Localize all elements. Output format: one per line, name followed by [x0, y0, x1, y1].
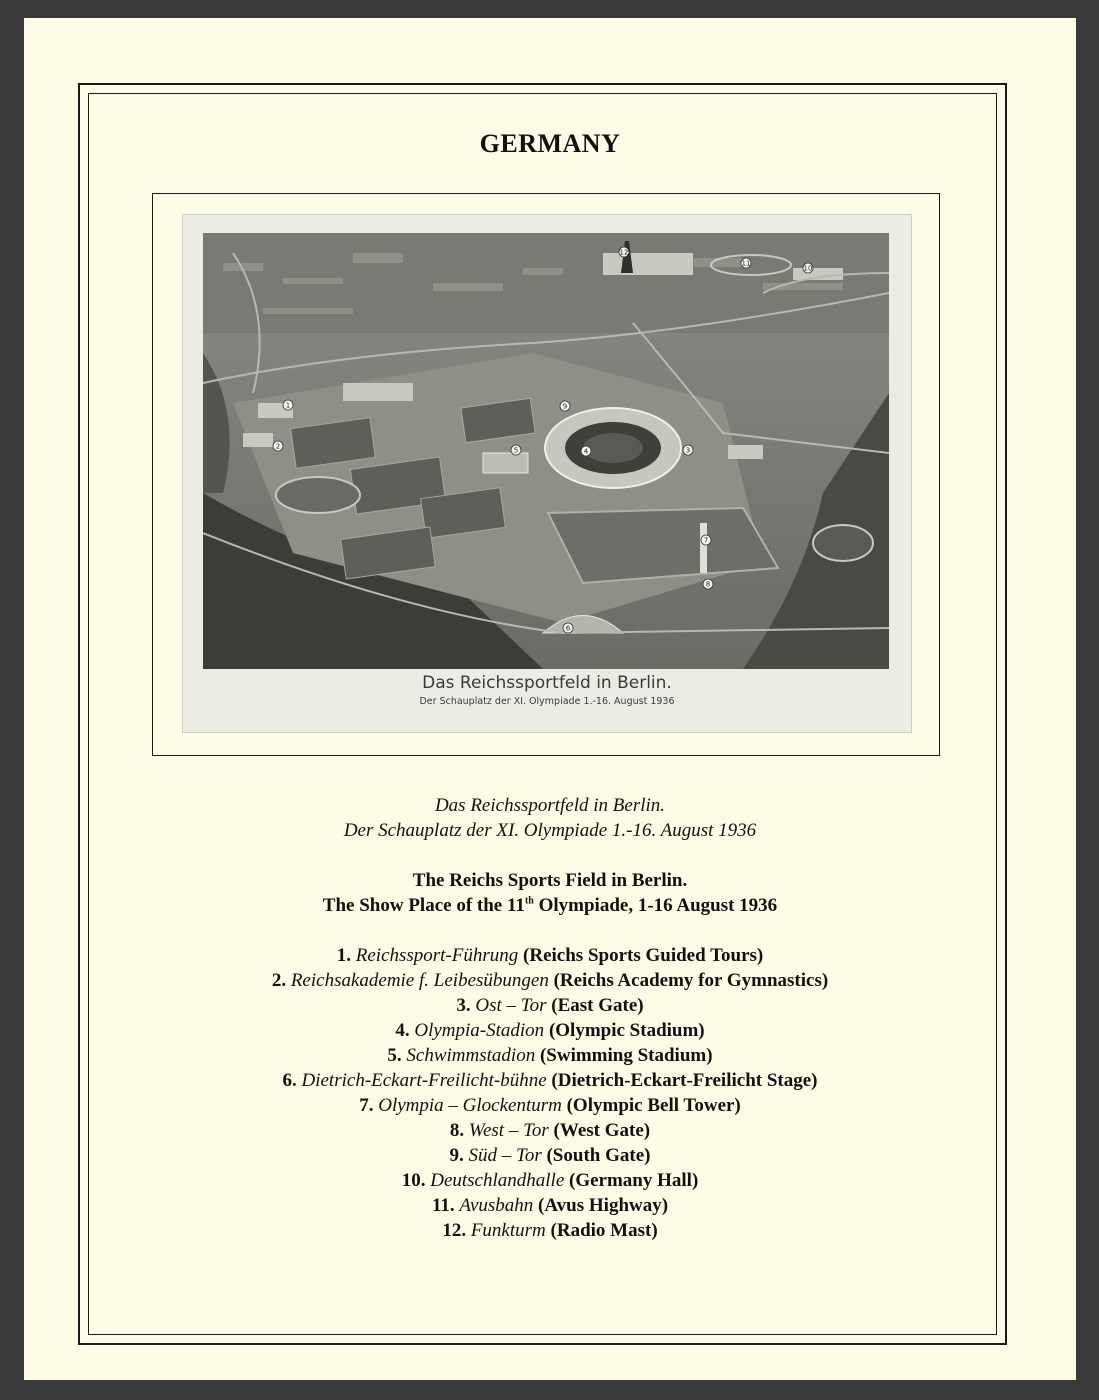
aerial-photo	[203, 233, 889, 669]
legend-item: 2. Reichsakademie f. Leibesübungen (Reichs Academy for Gymnastics)	[271, 970, 829, 991]
legend-item: 11. Avusbahn (Avus Highway)	[431, 1195, 669, 1216]
svg-text:7: 7	[703, 536, 709, 545]
legend-item: 4. Olympia-Stadion (Olympic Stadium)	[395, 1020, 705, 1041]
svg-text:3: 3	[685, 446, 691, 455]
svg-text:4: 4	[583, 447, 589, 456]
legend-item: 7. Olympia – Glockenturm (Olympic Bell Tower)	[359, 1095, 741, 1116]
legend-item: 1. Reichssport-Führung (Reichs Sports Guided Tours)	[336, 945, 764, 966]
german-description	[24, 793, 1076, 843]
english-line-1: The Reichs Sports Field in Berlin.	[412, 870, 688, 891]
legend-item: 8. West – Tor (West Gate)	[449, 1120, 651, 1141]
svg-text:2: 2	[275, 442, 281, 451]
german-line-1: Das Reichssportfeld in Berlin.	[434, 795, 666, 816]
map-marker	[273, 441, 283, 451]
map-marker	[741, 258, 751, 268]
map-marker	[701, 535, 711, 545]
map-marker	[511, 445, 521, 455]
map-marker	[703, 579, 713, 589]
postcard	[183, 215, 911, 732]
aerial-view-illustration	[203, 233, 889, 669]
legend-item: 3. Ost – Tor (East Gate)	[456, 995, 644, 1016]
english-line-2: The Show Place of the 11th Olympiade, 1-16 August 1936	[322, 895, 778, 916]
map-marker	[619, 247, 629, 257]
legend-item: 12. Funkturm (Radio Mast)	[442, 1220, 658, 1241]
svg-text:10: 10	[803, 264, 813, 273]
german-line-2: Der Schauplatz der XI. Olympiade 1.-16. August 1936	[343, 820, 757, 841]
legend-item: 5. Schwimmstadion (Swimming Stadium)	[387, 1045, 713, 1066]
svg-text:11: 11	[741, 259, 751, 268]
map-marker	[563, 623, 573, 633]
svg-text:5: 5	[513, 446, 519, 455]
svg-text:1: 1	[285, 401, 291, 410]
site-legend	[24, 943, 1076, 1243]
legend-item: 9. Süd – Tor (South Gate)	[449, 1145, 651, 1166]
postcard-caption-title: Das Reichssportfeld in Berlin.	[422, 673, 672, 693]
english-description	[24, 868, 1076, 918]
postcard-caption-subtitle: Der Schauplatz der XI. Olympiade 1.-16. August 1936	[419, 696, 675, 707]
map-marker	[803, 263, 813, 273]
legend-item: 10. Deutschlandhalle (Germany Hall)	[401, 1170, 699, 1191]
svg-text:8: 8	[705, 580, 711, 589]
svg-text:6: 6	[565, 624, 571, 633]
map-marker	[560, 401, 570, 411]
map-marker	[283, 400, 293, 410]
map-marker	[581, 446, 591, 456]
album-page	[24, 18, 1076, 1380]
svg-text:9: 9	[562, 402, 568, 411]
map-marker	[683, 445, 693, 455]
svg-text:12: 12	[619, 248, 629, 257]
page-title: GERMANY	[479, 129, 621, 158]
legend-item: 6. Dietrich-Eckart-Freilicht-bühne (Dietrich-Eckart-Freilicht Stage)	[282, 1070, 818, 1091]
